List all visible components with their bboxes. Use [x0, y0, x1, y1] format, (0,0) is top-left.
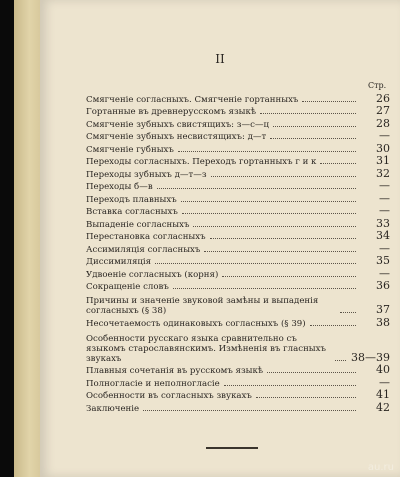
dot-leader — [155, 263, 356, 264]
toc-page: — — [379, 204, 390, 217]
table-of-contents — [86, 92, 390, 414]
dot-leader — [270, 138, 356, 139]
toc-row — [86, 180, 390, 193]
watermark: au.ru — [367, 462, 394, 473]
toc-title: Выпаденіе согласныхъ — [86, 219, 190, 230]
dot-leader — [267, 372, 356, 373]
toc-page: 42 — [376, 400, 390, 414]
dot-leader — [256, 397, 356, 398]
dot-leader — [143, 410, 356, 411]
toc-row — [86, 267, 390, 280]
toc-title: Смягченіе согласныхъ. Смягченіе гортанныхъ — [86, 94, 299, 105]
dot-leader — [210, 238, 356, 239]
dot-leader — [335, 360, 346, 361]
dot-leader — [302, 101, 356, 102]
toc-page: — — [379, 191, 390, 205]
toc-row — [86, 205, 390, 218]
toc-title: Вставка согласныхъ — [86, 207, 178, 217]
toc-title: Сокращеніе словъ — [86, 282, 169, 292]
toc-title: Переходъ плавныхъ — [86, 194, 177, 205]
toc-page: — — [379, 266, 390, 280]
toc-title: Удвоеніе согласныхъ (корня) — [86, 269, 219, 280]
toc-page: — — [379, 375, 390, 389]
dot-leader — [224, 385, 356, 386]
dot-leader — [193, 226, 356, 227]
toc-title: Переходы б—в — [86, 182, 153, 192]
toc-title: Полногласіе и неполногласіе — [86, 378, 220, 389]
toc-row — [86, 167, 390, 180]
toc-page: 34 — [376, 229, 390, 242]
toc-title: Заключеніе — [86, 403, 140, 414]
toc-title: Смягченіе зубныхъ свистящихъ: з—с—ц — [86, 119, 270, 130]
toc-row — [86, 130, 390, 143]
toc-page: 37 — [376, 303, 390, 316]
toc-row — [86, 192, 390, 205]
toc-row — [86, 376, 390, 389]
toc-page: 27 — [376, 104, 390, 117]
toc-row — [86, 105, 390, 118]
closing-rule — [206, 447, 258, 449]
book-page — [40, 0, 400, 477]
book-page-edge — [14, 0, 40, 477]
toc-row — [86, 364, 390, 377]
toc-row — [86, 255, 390, 268]
toc-page: — — [379, 129, 390, 142]
toc-title: Несочетаемость одинаковыхъ согласныхъ (§ 39) — [86, 318, 306, 329]
toc-page: 33 — [376, 216, 390, 230]
toc-page: 35 — [376, 254, 390, 267]
toc-row — [86, 280, 390, 293]
toc-row — [86, 217, 390, 230]
toc-page: — — [379, 179, 390, 192]
toc-title: Плавныя сочетанія въ русскомъ языкѣ — [86, 366, 264, 376]
toc-page: — — [379, 241, 390, 255]
toc-row — [86, 242, 390, 255]
toc-title: Смягченіе зубныхъ несвистящихъ: д—т — [86, 132, 267, 142]
dot-leader — [340, 312, 356, 313]
dot-leader — [320, 163, 356, 164]
toc-title: Смягченіе губныхъ — [86, 144, 174, 155]
toc-page: 41 — [376, 388, 390, 401]
toc-page: 26 — [376, 91, 390, 105]
toc-row — [86, 292, 390, 316]
toc-page: 32 — [376, 166, 390, 180]
dot-leader — [211, 176, 356, 177]
toc-row — [86, 329, 390, 364]
page-column-label: Стр. — [368, 81, 387, 90]
toc-page: 30 — [376, 141, 390, 155]
toc-title: Ассимиляція согласныхъ — [86, 244, 201, 255]
toc-row — [86, 389, 390, 402]
toc-row — [86, 92, 390, 105]
toc-title: Переходы зубныхъ д—т—з — [86, 169, 207, 180]
toc-title: Переходы согласныхъ. Переходъ гортанныхъ г и к — [86, 157, 317, 167]
dot-leader — [260, 113, 356, 114]
toc-title: Особенности русскаго языка сравнительно съ языкомъ старославянскимъ. Измѣненія въ гласныхъ звукахъ — [86, 333, 326, 364]
toc-page: 31 — [376, 154, 390, 167]
toc-page: 36 — [376, 279, 390, 292]
toc-row — [86, 316, 390, 329]
dot-leader — [222, 276, 356, 277]
toc-title: Перестановка согласныхъ — [86, 232, 206, 242]
toc-row — [86, 117, 390, 130]
toc-page: 28 — [376, 116, 390, 130]
toc-row — [86, 230, 390, 243]
toc-page: 38—39 — [351, 350, 390, 364]
dot-leader — [173, 288, 356, 289]
dot-leader — [178, 151, 356, 152]
toc-page: 40 — [376, 363, 390, 376]
toc-page: 38 — [376, 315, 390, 329]
dot-leader — [157, 188, 356, 189]
dot-leader — [273, 126, 356, 127]
section-numeral: II — [215, 52, 225, 66]
dot-leader — [204, 251, 356, 252]
dot-leader — [182, 213, 356, 214]
toc-row — [86, 142, 390, 155]
toc-title: Особенности въ согласныхъ звукахъ — [86, 391, 252, 401]
toc-title: Гортанные въ древнерусскомъ языкѣ — [86, 107, 257, 117]
toc-row — [86, 401, 390, 414]
toc-title: Причины и значеніе звуковой замѣны и выпаденія согласныхъ (§ 38) — [86, 296, 319, 316]
dot-leader — [181, 201, 356, 202]
toc-row — [86, 155, 390, 168]
dot-leader — [310, 325, 356, 326]
toc-title: Диссимиляція — [86, 257, 152, 267]
